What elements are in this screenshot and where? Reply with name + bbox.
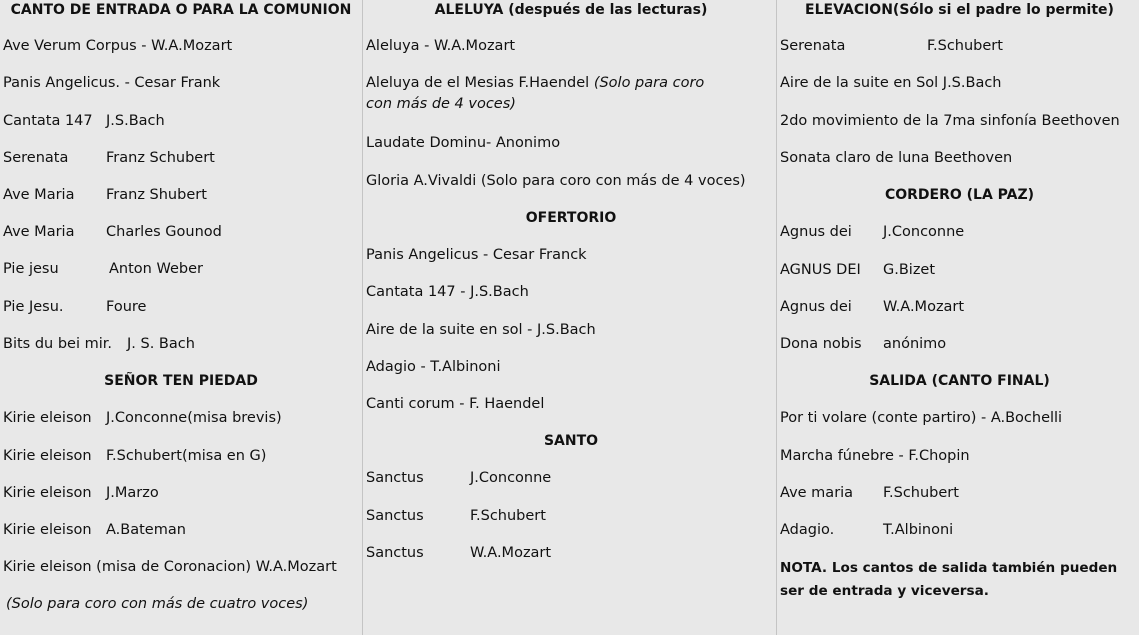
list-item: Agnus dei W.A.Mozart [780, 299, 965, 315]
column-aleluya-ofertorio-santo [363, 0, 777, 635]
list-item: Panis Angelicus - Cesar Franck [366, 247, 587, 263]
list-item: Serenata Franz Schubert [3, 150, 215, 166]
list-item: Cantata 147 - J.S.Bach [366, 284, 529, 300]
list-item: Kirie eleison J.Marzo [3, 485, 159, 501]
list-item: Aleluya - W.A.Mozart [366, 38, 516, 54]
list-item: Aire de la suite en Sol J.S.Bach [780, 75, 1002, 91]
section-heading-cordero: CORDERO (LA PAZ) [884, 187, 1035, 203]
list-item: Sanctus J.Conconne [366, 470, 552, 486]
section-heading-aleluya: ALELUYA (después de las lecturas) [434, 2, 708, 18]
list-item: Laudate Dominu- Anonimo [366, 135, 561, 151]
list-item: Aleluya de el Mesias F.Haendel (Solo para coro con más de 4 voces) [366, 75, 705, 112]
section-heading-santo: SANTO [543, 433, 599, 449]
column-entrada-comunion [0, 0, 363, 635]
list-item: Bits du bei mir. J. S. Bach [3, 336, 195, 352]
section-heading-elevacion: ELEVACION(Sólo si el padre lo permite) [805, 2, 1114, 18]
list-item: Canti corum - F. Haendel [366, 396, 545, 412]
section-heading-senor-ten-piedad: SEÑOR TEN PIEDAD [104, 373, 258, 389]
list-item: Serenata F.Schubert [780, 38, 1003, 54]
list-item: Sonata claro de luna Beethoven [780, 150, 1013, 166]
list-item: Gloria A.Vivaldi (Solo para coro con más de 4 voces) [366, 173, 746, 189]
list-item: Aire de la suite en sol - J.S.Bach [366, 322, 596, 338]
list-item: AGNUS DEI G.Bizet [780, 262, 936, 278]
list-item: Marcha fúnebre - F.Chopin [780, 448, 970, 464]
list-item: Ave Maria Franz Shubert [3, 187, 207, 203]
column-elevacion-cordero-salida [777, 0, 1139, 635]
nota-salida: NOTA. Los cantos de salida también pueden ser de entrada y viceversa. [780, 560, 1118, 599]
list-item: Ave Verum Corpus - W.A.Mozart [3, 38, 233, 54]
list-item: Pie jesu Anton Weber [3, 261, 203, 277]
list-item: Dona nobis anónimo [780, 336, 947, 352]
list-item: Adagio - T.Albinoni [366, 359, 501, 375]
list-item: Sanctus F.Schubert [366, 508, 546, 524]
section-heading-salida: SALIDA (CANTO FINAL) [869, 373, 1050, 389]
section-heading-entrada: CANTO DE ENTRADA O PARA LA COMUNION [10, 2, 352, 18]
list-item: Sanctus W.A.Mozart [366, 545, 552, 561]
list-item: Panis Angelicus. - Cesar Frank [3, 75, 221, 91]
list-item: Ave Maria Charles Gounod [3, 224, 222, 240]
list-item: 2do movimiento de la 7ma sinfonía Beethoven [780, 113, 1120, 129]
list-item: Kirie eleison J.Conconne(misa brevis) [3, 410, 282, 426]
list-item: Pie Jesu. Foure [3, 299, 147, 315]
list-item: Ave maria F.Schubert [780, 485, 959, 501]
list-item: Kirie eleison A.Bateman [3, 522, 186, 538]
list-item: Agnus dei J.Conconne [780, 224, 965, 240]
section-heading-ofertorio: OFERTORIO [525, 210, 617, 226]
list-item: Cantata 147 J.S.Bach [3, 113, 165, 129]
list-item: Por ti volare (conte partiro) - A.Bochelli [780, 410, 1063, 426]
list-item: Kirie eleison F.Schubert(misa en G) [3, 448, 267, 464]
list-item: Adagio. T.Albinoni [780, 522, 954, 538]
list-item: Kirie eleison (misa de Coronacion) W.A.Mozart [3, 559, 337, 575]
note-solo-coro: (Solo para coro con más de cuatro voces) [6, 596, 309, 612]
